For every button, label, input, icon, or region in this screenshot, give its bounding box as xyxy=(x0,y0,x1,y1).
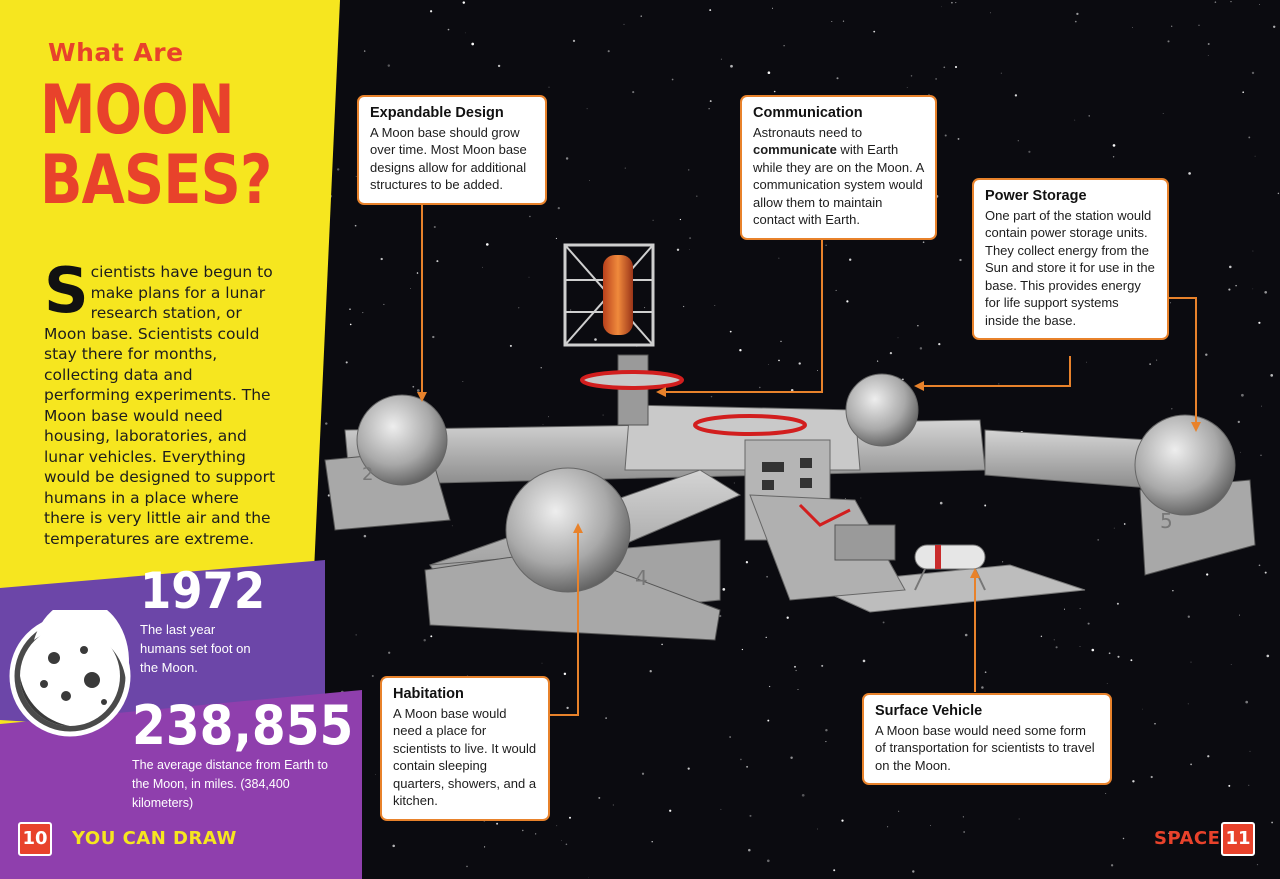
callout-title: Power Storage xyxy=(985,188,1087,204)
callout-surface-vehicle xyxy=(862,693,1112,785)
leader-power xyxy=(918,356,1070,386)
page-number-right: 11 xyxy=(1221,822,1255,856)
stat-caption-year: The last year humans set foot on the Moon. xyxy=(140,622,251,675)
callout-text: A Moon base should grow over time. Most Moon base designs allow for additional structures to be added. xyxy=(370,124,527,192)
callout-text: A Moon base would need some form of transportation for scientists to travel on the Moon. xyxy=(875,722,1095,773)
callout-text: Astronauts need to communicate with Earth while they are on the Moon. A communication system would allow them to maintain contact with Earth. xyxy=(753,124,924,227)
footer-section-label: SPACE xyxy=(1154,828,1221,849)
callout-expandable-design xyxy=(357,95,547,205)
callout-title: Surface Vehicle xyxy=(875,703,983,719)
module-number-5: 5 xyxy=(1160,509,1173,533)
stat-number-year: 1972 xyxy=(140,562,266,620)
footer-series-label: YOU CAN DRAW xyxy=(72,828,237,849)
callout-bold-term: communicate xyxy=(753,142,837,157)
callout-title: Communication xyxy=(753,105,863,121)
callout-power-storage xyxy=(972,178,1169,340)
leader-communication xyxy=(660,238,822,392)
leader-power-right xyxy=(1168,298,1196,428)
callout-text: A Moon base would need a place for scientists to live. It would contain sleeping quarters, showers, and a kitchen. xyxy=(393,705,537,808)
leader-habitation xyxy=(548,527,578,715)
callout-title: Habitation xyxy=(393,686,464,702)
callout-text: One part of the station would contain power storage units. They collect energy from the Sun and store it for use in the base. This provides energy for life support systems inside the base. xyxy=(985,207,1155,328)
callout-habitation xyxy=(380,676,550,821)
title-kicker: What Are xyxy=(48,38,184,67)
intro-text: cientists have begun to make plans for a lunar research station, or Moon base. Scientists could stay there for months, collecting data and performing experiments. The Moon base would need housing, laboratories, and lunar vehicles. Everything would be designed to support humans in a place where there is very little air and the temperatures are extreme. xyxy=(44,263,276,548)
stat-caption-distance: The average distance from Earth to the Moon, in miles. (384,400 kilometers) xyxy=(132,758,328,810)
module-number-4: 4 xyxy=(635,566,648,590)
drop-cap: S xyxy=(44,254,89,327)
page-title-line-2: BASES? xyxy=(40,141,272,220)
module-number-2: 2 xyxy=(362,464,374,485)
callout-title: Expandable Design xyxy=(370,105,504,121)
stat-number-distance: 238,855 xyxy=(132,694,354,757)
page-title-line-1: MOON xyxy=(40,71,234,150)
page-number-left: 10 xyxy=(18,822,52,856)
callout-communication xyxy=(740,95,937,240)
